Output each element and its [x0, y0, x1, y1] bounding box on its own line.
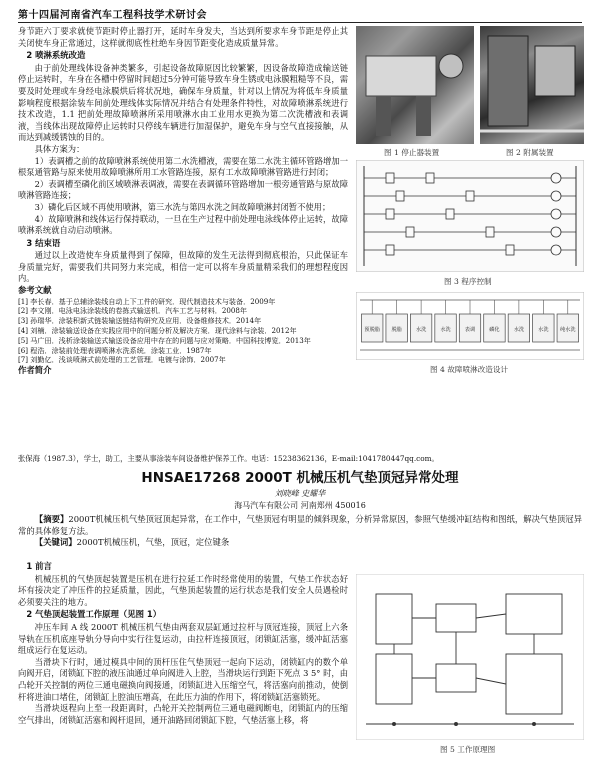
reference-item: [7] 刘勤亿．浅谈喷淋式前处理的工艺管理．电镀与涂饰．2007年 — [18, 355, 226, 365]
paper1-plan-heading: 具体方案为： — [34, 143, 85, 154]
fig4-tank-label: 水洗 — [415, 327, 427, 333]
fig4-spray-svg — [356, 292, 584, 360]
paper2-sec2-para: 当滑块下行时，通过模具中间的顶杆压住气垫顶冠一起向下运动，闭锁缸内的数个单向阀开启，闭锁缸下腔的液压油通过单向阀进入上腔，当滑块运行到距下死点 3 5° 时，由凸轮开关控制的两位三通电磁换向阀接通，闭锁缸进入压缩空气，将活塞向前推动，使倒杆将进油口堵住，闭锁缸上腔油压增高，在此压力油的作用下，将闭锁缸活塞锁死。 — [18, 656, 348, 702]
paper2-sec1-title: 1 前言 — [26, 561, 52, 571]
page-header: 第十四届河南省汽车工程科技学术研讨会 — [18, 6, 582, 23]
fig1-photo-detail — [356, 26, 474, 144]
fig3-ladder-diagram — [356, 160, 584, 272]
fig3-ladder-svg — [356, 160, 584, 272]
paper2-affiliation: 海马汽车有限公司 河南郑州 450016 — [234, 501, 366, 510]
paper1-sec3-title: 3 结束语 — [26, 237, 61, 248]
paper2-sec2-para: 当滑块返程向上至一段距离时，凸轮开关控制两位三通电磁阀断电，闭锁缸内的压缩空气排出，闭锁缸活塞和阀杆退回，通开油路回闭锁缸下腔，气垫活塞上移，将 — [18, 703, 348, 725]
paper2-abstract-block — [18, 514, 582, 549]
references-title: 参考文献 — [18, 285, 52, 296]
fig4-tank-label: 表调 — [464, 327, 476, 333]
reference-item: [6] 程浩．涂装前处理表调喷淋水洗系统．涂装工业．1987年 — [18, 345, 212, 355]
paper2-abstract — [18, 514, 582, 537]
fig2-caption: 图 2 附属装置 — [506, 148, 554, 157]
author-bio-title: 作者简介 — [18, 365, 52, 376]
paper2-title: HNSAE17268 2000T 机械压机气垫顶冠异常处理 — [141, 470, 459, 486]
reference-item: [2] 李文刚．电泳电泳涂装线的卷拣式输送机．汽车工艺与材料．2008年 — [18, 306, 247, 316]
author-bio-line: 张保海（1987.3），学士，助工，主要从事涂装车间设备维护保养工作。电话：15238362136，E-mail:1041780447qq.com。 — [18, 454, 439, 463]
fig4-tank-label: 纯水洗 — [559, 327, 576, 333]
paper1-plan-item: 2）表调槽至磷化前区域喷淋表调液，需要在表调循环管路增加一根旁通管路与原故障喷淋管路连接； — [18, 178, 348, 201]
references-list — [18, 297, 348, 366]
fig2-photo — [480, 26, 584, 144]
paper2-sec1-para: 机械压机的气垫顶起装置是压机在进行拉延工作时经常使用的装置，气垫工作状态好坏有接决定了冲压件的拉延质量，因此，气垫顶起装置的运行状态是我们安全人员遇检时必须要关注的地方。 — [18, 573, 348, 607]
paper1-plan-item: 4）故障喷淋和线体运行保持联动，一旦在生产过程中前处理电泳线体停止运转，故障喷淋系统就自动启动喷淋。 — [18, 213, 348, 236]
paper1-sec2-title: 2 喷淋系统改造 — [26, 50, 86, 61]
fig5-principle-svg — [356, 574, 584, 740]
fig4-tank-label: 脱脂 — [391, 327, 402, 333]
reference-item: [3] 孙瑞华．涂装积新式链装输送链结构研究及应用．设备维修技术．2014年 — [18, 316, 262, 326]
paper1-intro: 身节距六丁要求就使节距时停止器打开，延时车身发夫，当达到所要求车身节距是停止其关闭使车身正常通过，这样就彻底性杜绝车身因节距变化造成质量异常。 — [18, 26, 348, 48]
paper2-sec2-title: 2 气垫顶起装置工作原理（见图 1） — [26, 609, 162, 620]
fig3-caption: 图 3 程序控制 — [444, 277, 492, 286]
abstract-text: 2000T机械压机气垫顶冠顶起异常，在工作中，气垫顶冠有明显的倾斜现象，分析异常原因，参照气垫缓冲缸结构和图纸，解决气垫顶冠异常的具体修复方法。 — [18, 514, 582, 536]
paper1-sec2-para: 由于前处理线体设备神类繁多，引起设备故障原因比较繁繁，因设备故障造成输送链停止运转时，车身在各槽中停留时间超过5分钟可能导致车身生锈或电泳膜粗糙等不良，需要及时处理或车身经电泳膜烘后将状况地，确保车身质量，针对以上情况为将低车身质量影响程度根据涂装车间前处理线体实际情况并结合有处理条件特性，对故障喷淋系统进行技术改造，1.1 把前处理故障喷淋所采用喷淋水由工业用水更换为第二次洗槽液和表调液，当线体出现故障停止运转时只停线车辆进行加湿保护，避免车身与空气直接接触，从而达到减缓锈蚀的目的。 — [18, 62, 348, 143]
fig4-tank-label: 磷化 — [489, 327, 500, 333]
fig4-tank-label: 水洗 — [538, 327, 549, 333]
fig4-tank-label: 预脱脂 — [364, 327, 381, 333]
fig5-principle-diagram — [356, 574, 584, 740]
abstract-label: 【摘要】 — [34, 514, 69, 524]
paper1-sec3-para: 通过以上改造使车身质量得到了保障，但故障的发生无法得到彻底根治，只此保证车身质量完好，需要我们共同努力来完成，相信一定可以将车身质量精采我们的理想程度因内。 — [18, 250, 348, 284]
paper2-authors: 刘晓峰 史耀华 — [274, 489, 326, 498]
paper1-plan-item: 1）表调槽之前的故障喷淋系统使用第二水洗槽液，需要在第二水洗主循环管路增加一根泵通管路与原来使用故障喷淋所用工水管路连接，原有工水故障喷淋管路进行封闭； — [18, 155, 348, 178]
reference-item: [5] 马广田．浅析涂装输送式输送设备应用中存在的问题与应对策略．中国科技博览．2013年 — [18, 335, 311, 345]
keywords-text: 2000T机械压机，气垫，顶冠，定位键条 — [76, 537, 230, 548]
paper1-body — [18, 26, 348, 377]
fig4-tank-label: 水洗 — [513, 327, 525, 333]
fig5-caption: 图 5 工作原理图 — [440, 745, 496, 754]
keywords-label: 【关键词】 — [34, 537, 77, 548]
reference-item: [1] 李长春．基于总辅涂装线自动上下工件的研究．现代制造技术与装备．2009年 — [18, 296, 276, 306]
paper2-sec2-para: 冲压车间 A 线 2000T 机械压机气垫由两套双层缸通过拉杆与顶冠连接，顶冠上六条导轨在压机底座导轨分导向中实行往复运动，由拉杆连接顶冠，闭锁缸活塞，缓冲缸活塞组成运行在复运动。 — [18, 621, 348, 656]
fig4-spray-diagram — [356, 292, 584, 360]
fig4-tank-label: 水洗 — [440, 327, 451, 333]
paper1-plan-item: 3）磷化后区域不再使用喷淋，第三水洗与第四水洗之间故障喷淋封闭暂不使用； — [34, 201, 331, 212]
reference-item: [4] 刘楠．涂装输送设备在实践应用中的问题分析及解决方案．现代涂料与涂装．2012年 — [18, 326, 297, 336]
fig1-photo — [356, 26, 474, 144]
fig1-caption: 图 1 停止器装置 — [384, 148, 440, 157]
fig2-photo-detail — [480, 26, 584, 144]
paper2-keywords — [18, 537, 582, 549]
paper2-body — [18, 560, 348, 726]
fig4-caption: 图 4 故障喷淋改造设计 — [430, 365, 509, 374]
